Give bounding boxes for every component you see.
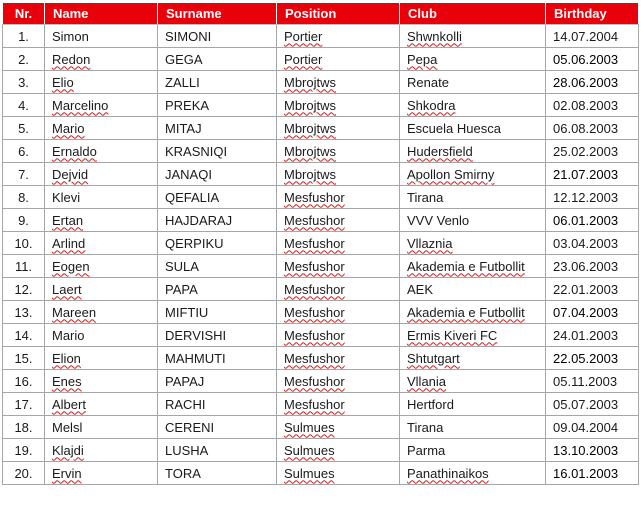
cell-nr-text: 12.: [14, 281, 33, 297]
cell-nr: [3, 301, 45, 324]
cell-position-text: Mbrojtws: [284, 166, 337, 182]
cell-birthday: [546, 186, 639, 209]
cell-surname-text: MAHMUTI: [165, 350, 226, 366]
cell-position-text: Sulmues: [284, 465, 335, 481]
cell-position-text: Portier: [284, 28, 323, 44]
cell-name: [45, 301, 158, 324]
cell-name: [45, 186, 158, 209]
cell-position-text: Mesfushor: [284, 350, 345, 366]
cell-name-text: Arlind: [52, 235, 86, 251]
cell-birthday-text: 23.06.2003: [553, 258, 619, 274]
table-row: [3, 25, 639, 48]
cell-birthday-text: 06.01.2003: [553, 212, 619, 228]
cell-birthday: [546, 140, 639, 163]
table-row: [3, 393, 639, 416]
cell-surname: [158, 278, 277, 301]
cell-position: [277, 301, 400, 324]
cell-nr-text: 18.: [14, 419, 33, 435]
cell-nr: [3, 186, 45, 209]
cell-position: [277, 347, 400, 370]
cell-name: [45, 25, 158, 48]
cell-club-text: Hertford: [407, 396, 454, 412]
cell-birthday: [546, 347, 639, 370]
cell-club: [400, 48, 546, 71]
table-row: [3, 324, 639, 347]
cell-birthday-text: 03.04.2003: [553, 235, 619, 251]
cell-position-text: Mesfushor: [284, 396, 345, 412]
cell-position: [277, 232, 400, 255]
cell-birthday: [546, 71, 639, 94]
table-row: [3, 347, 639, 370]
cell-club-text: Tirana: [407, 189, 444, 205]
cell-birthday-text: 12.12.2003: [553, 189, 619, 205]
header-birthday: Birthday: [546, 3, 639, 25]
cell-nr-text: 15.: [14, 350, 33, 366]
cell-surname: [158, 439, 277, 462]
cell-birthday: [546, 462, 639, 485]
cell-name: [45, 255, 158, 278]
cell-name-text: Klevi: [52, 189, 81, 205]
cell-nr: [3, 393, 45, 416]
cell-surname-text: JANAQI: [165, 166, 212, 182]
cell-name-text: Ervin: [52, 465, 82, 481]
cell-name-text: Laert: [52, 281, 82, 297]
cell-birthday-text: 09.04.2004: [553, 419, 619, 435]
cell-surname-text: KRASNIQI: [165, 143, 228, 159]
cell-birthday-text: 13.10.2003: [553, 442, 619, 458]
cell-nr-text: 3.: [18, 74, 29, 90]
player-roster-table: [2, 2, 639, 485]
cell-position-text: Portier: [284, 51, 323, 67]
cell-name: [45, 232, 158, 255]
cell-club-text: VVV Venlo: [407, 212, 470, 228]
cell-name: [45, 71, 158, 94]
cell-name: [45, 48, 158, 71]
cell-birthday-text: 05.06.2003: [553, 51, 619, 67]
cell-birthday: [546, 163, 639, 186]
cell-position: [277, 48, 400, 71]
cell-club-text: Hudersfield: [407, 143, 473, 159]
cell-position-text: Mesfushor: [284, 258, 345, 274]
cell-surname-text: HAJDARAJ: [165, 212, 233, 228]
cell-nr: [3, 48, 45, 71]
table-row: [3, 462, 639, 485]
table-row: [3, 117, 639, 140]
cell-birthday-text: 25.02.2003: [553, 143, 619, 159]
cell-club: [400, 232, 546, 255]
cell-birthday-text: 14.07.2004: [553, 28, 619, 44]
cell-position-text: Sulmues: [284, 419, 335, 435]
cell-position-text: Sulmues: [284, 442, 335, 458]
cell-position-text: Mesfushor: [284, 212, 345, 228]
table-row: [3, 140, 639, 163]
cell-surname-text: CERENI: [165, 419, 215, 435]
cell-position: [277, 439, 400, 462]
cell-birthday: [546, 439, 639, 462]
cell-nr: [3, 232, 45, 255]
cell-birthday-text: 21.07.2003: [553, 166, 619, 182]
cell-position-text: Mesfushor: [284, 189, 345, 205]
cell-nr-text: 14.: [14, 327, 33, 343]
cell-club-text: Shwnkolli: [407, 28, 462, 44]
cell-club: [400, 94, 546, 117]
cell-name-text: Eogen: [52, 258, 90, 274]
cell-position: [277, 255, 400, 278]
table-row: [3, 71, 639, 94]
cell-club: [400, 278, 546, 301]
cell-club: [400, 416, 546, 439]
cell-position: [277, 416, 400, 439]
cell-position-text: Mesfushor: [284, 304, 345, 320]
cell-surname: [158, 301, 277, 324]
cell-club: [400, 393, 546, 416]
cell-nr: [3, 439, 45, 462]
cell-club: [400, 117, 546, 140]
cell-nr-text: 11.: [14, 258, 33, 274]
header-club: Club: [400, 3, 546, 25]
table-body: [3, 25, 639, 485]
cell-position-text: Mbrojtws: [284, 74, 337, 90]
cell-birthday: [546, 393, 639, 416]
cell-birthday-text: 05.07.2003: [553, 396, 619, 412]
cell-position-text: Mbrojtws: [284, 120, 337, 136]
cell-birthday: [546, 278, 639, 301]
cell-club-text: Escuela Huesca: [407, 120, 501, 136]
cell-club: [400, 255, 546, 278]
table-row: [3, 209, 639, 232]
table-row: [3, 416, 639, 439]
cell-nr: [3, 140, 45, 163]
cell-name-text: Melsl: [52, 419, 83, 435]
cell-birthday: [546, 48, 639, 71]
cell-name: [45, 209, 158, 232]
cell-name: [45, 117, 158, 140]
cell-club: [400, 163, 546, 186]
cell-birthday-text: 22.05.2003: [553, 350, 619, 366]
cell-club: [400, 71, 546, 94]
cell-club-text: Akademia e Futbollit: [407, 304, 525, 320]
cell-surname-text: QEFALIA: [165, 189, 220, 205]
cell-name-text: Ertan: [52, 212, 84, 228]
cell-club-text: Panathinaikos: [407, 465, 489, 481]
cell-surname-text: TORA: [165, 465, 201, 481]
cell-club-text: Akademia e Futbollit: [407, 258, 525, 274]
cell-club: [400, 462, 546, 485]
table-row: [3, 232, 639, 255]
cell-nr-text: 5.: [18, 120, 29, 136]
cell-position-text: Mesfushor: [284, 327, 345, 343]
cell-surname-text: PREKA: [165, 97, 210, 113]
cell-birthday-text: 02.08.2003: [553, 97, 619, 113]
cell-club: [400, 140, 546, 163]
cell-nr-text: 10.: [14, 235, 33, 251]
cell-surname: [158, 370, 277, 393]
cell-position: [277, 278, 400, 301]
cell-name-text: Enes: [52, 373, 82, 389]
cell-club-text: Vllaznia: [407, 235, 453, 251]
cell-name-text: Redon: [52, 51, 91, 67]
cell-name-text: Elion: [52, 350, 81, 366]
cell-club-text: Vllania: [407, 373, 447, 389]
cell-name: [45, 416, 158, 439]
cell-nr: [3, 163, 45, 186]
cell-birthday: [546, 209, 639, 232]
cell-surname: [158, 94, 277, 117]
cell-club: [400, 324, 546, 347]
cell-name: [45, 347, 158, 370]
cell-nr-text: 13.: [14, 304, 33, 320]
cell-club: [400, 439, 546, 462]
cell-position: [277, 94, 400, 117]
cell-nr-text: 7.: [18, 166, 29, 182]
cell-position-text: Mesfushor: [284, 373, 345, 389]
table-row: [3, 186, 639, 209]
cell-name: [45, 370, 158, 393]
cell-name-text: Klajdi: [52, 442, 84, 458]
cell-club-text: Apollon Smirny: [407, 166, 495, 182]
cell-nr: [3, 324, 45, 347]
cell-birthday: [546, 416, 639, 439]
cell-position: [277, 25, 400, 48]
cell-surname: [158, 324, 277, 347]
cell-nr-text: 16.: [14, 373, 33, 389]
cell-nr-text: 6.: [18, 143, 29, 159]
cell-nr: [3, 278, 45, 301]
cell-position: [277, 71, 400, 94]
cell-surname: [158, 462, 277, 485]
cell-club: [400, 301, 546, 324]
cell-surname-text: LUSHA: [165, 442, 209, 458]
cell-surname-text: SULA: [165, 258, 199, 274]
cell-position-text: Mbrojtws: [284, 97, 337, 113]
cell-name: [45, 278, 158, 301]
cell-club-text: Ermis Kiveri FC: [407, 327, 498, 343]
cell-club-text: Shtutgart: [407, 350, 460, 366]
cell-club: [400, 25, 546, 48]
cell-birthday: [546, 232, 639, 255]
cell-club-text: Parma: [407, 442, 446, 458]
cell-nr: [3, 370, 45, 393]
cell-birthday: [546, 301, 639, 324]
cell-surname: [158, 163, 277, 186]
cell-birthday-text: 28.06.2003: [553, 74, 619, 90]
cell-club-text: Shkodra: [407, 97, 456, 113]
cell-nr: [3, 117, 45, 140]
cell-position: [277, 370, 400, 393]
cell-birthday-text: 07.04.2003: [553, 304, 619, 320]
cell-position: [277, 393, 400, 416]
cell-birthday-text: 16.01.2003: [553, 465, 619, 481]
cell-nr-text: 20.: [14, 465, 33, 481]
cell-nr-text: 1.: [18, 28, 29, 44]
cell-surname: [158, 140, 277, 163]
cell-name-text: Dejvid: [52, 166, 89, 182]
table-row: [3, 94, 639, 117]
cell-surname: [158, 416, 277, 439]
table-row: [3, 301, 639, 324]
cell-position: [277, 462, 400, 485]
header-position: Position: [277, 3, 400, 25]
cell-birthday-text: 05.11.2003: [553, 373, 618, 389]
cell-birthday: [546, 94, 639, 117]
table-row: [3, 278, 639, 301]
cell-name: [45, 163, 158, 186]
cell-surname: [158, 117, 277, 140]
table-row: [3, 48, 639, 71]
cell-name-text: Marcelino: [52, 97, 109, 113]
cell-birthday: [546, 255, 639, 278]
cell-birthday-text: 22.01.2003: [553, 281, 619, 297]
cell-surname: [158, 232, 277, 255]
table-row: [3, 370, 639, 393]
table-row: [3, 439, 639, 462]
cell-nr-text: 8.: [18, 189, 29, 205]
cell-surname-text: PAPAJ: [165, 373, 205, 389]
cell-surname-text: GEGA: [165, 51, 203, 67]
table-row: [3, 163, 639, 186]
cell-club: [400, 209, 546, 232]
cell-nr-text: 4.: [18, 97, 29, 113]
cell-surname: [158, 25, 277, 48]
cell-name-text: Mario: [52, 327, 85, 343]
cell-nr: [3, 25, 45, 48]
cell-name: [45, 324, 158, 347]
cell-nr-text: 19.: [14, 442, 33, 458]
cell-surname: [158, 71, 277, 94]
cell-club: [400, 186, 546, 209]
cell-surname-text: SIMONI: [165, 28, 212, 44]
cell-birthday: [546, 324, 639, 347]
cell-nr-text: 17.: [14, 396, 33, 412]
cell-club-text: Renate: [407, 74, 449, 90]
cell-nr-text: 9.: [18, 212, 29, 228]
header-surname: Surname: [158, 3, 277, 25]
cell-surname: [158, 255, 277, 278]
cell-name-text: Albert: [52, 396, 86, 412]
cell-club-text: Tirana: [407, 419, 444, 435]
cell-name-text: Simon: [52, 28, 89, 44]
cell-name-text: Ernaldo: [52, 143, 97, 159]
cell-nr: [3, 255, 45, 278]
cell-birthday: [546, 370, 639, 393]
cell-nr: [3, 209, 45, 232]
cell-position: [277, 163, 400, 186]
cell-birthday: [546, 117, 639, 140]
cell-position: [277, 209, 400, 232]
cell-surname: [158, 48, 277, 71]
cell-surname-text: DERVISHI: [165, 327, 227, 343]
cell-nr: [3, 462, 45, 485]
cell-position: [277, 324, 400, 347]
cell-surname-text: PAPA: [165, 281, 198, 297]
cell-nr: [3, 94, 45, 117]
cell-nr: [3, 71, 45, 94]
cell-name: [45, 462, 158, 485]
cell-name: [45, 94, 158, 117]
cell-surname-text: ZALLI: [165, 74, 200, 90]
cell-club-text: Pepa: [407, 51, 438, 67]
cell-name-text: Mareen: [52, 304, 97, 320]
table-row: [3, 255, 639, 278]
cell-position-text: Mesfushor: [284, 235, 345, 251]
header-name: Name: [45, 3, 158, 25]
cell-name: [45, 439, 158, 462]
cell-nr: [3, 347, 45, 370]
cell-surname-text: RACHI: [165, 396, 206, 412]
cell-surname-text: MIFTIU: [165, 304, 209, 320]
cell-club: [400, 347, 546, 370]
cell-birthday-text: 06.08.2003: [553, 120, 619, 136]
cell-name: [45, 140, 158, 163]
cell-birthday: [546, 25, 639, 48]
cell-name-text: Mario: [52, 120, 85, 136]
table-header-row: [3, 3, 639, 25]
cell-surname-text: QERPIKU: [165, 235, 224, 251]
cell-position-text: Mesfushor: [284, 281, 345, 297]
cell-nr: [3, 416, 45, 439]
header-nr: Nr.: [3, 3, 45, 25]
cell-position: [277, 186, 400, 209]
cell-surname: [158, 393, 277, 416]
cell-position: [277, 117, 400, 140]
cell-club: [400, 370, 546, 393]
cell-nr-text: 2.: [18, 51, 29, 67]
cell-name-text: Elio: [52, 74, 74, 90]
cell-name: [45, 393, 158, 416]
cell-surname-text: MITAJ: [165, 120, 202, 136]
cell-birthday-text: 24.01.2003: [553, 327, 619, 343]
cell-surname: [158, 347, 277, 370]
cell-surname: [158, 209, 277, 232]
cell-position: [277, 140, 400, 163]
cell-position-text: Mbrojtws: [284, 143, 337, 159]
cell-club-text: AEK: [407, 281, 434, 297]
cell-surname: [158, 186, 277, 209]
